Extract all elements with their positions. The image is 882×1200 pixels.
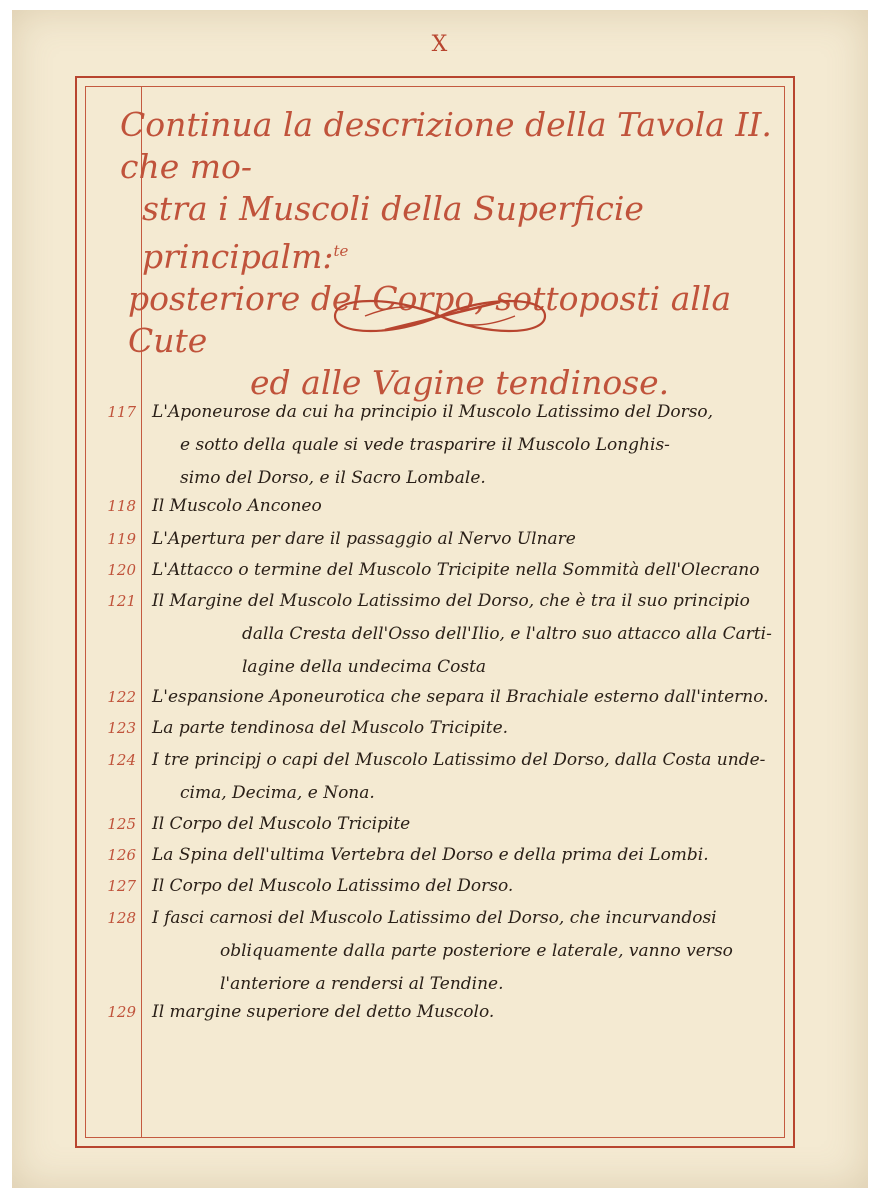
entry-text	[152, 996, 792, 1029]
entry-text	[152, 902, 792, 1001]
entry-line: obliquamente dalla parte posteriore e laterale, vanno verso	[220, 941, 733, 961]
entry-line: Il Margine del Muscolo Latissimo del Dorso, che è tra il suo principio	[152, 591, 750, 611]
entry-line: La parte tendinosa del Muscolo Tricipite.	[152, 718, 509, 738]
entry-line: I tre principj o capi del Muscolo Latissimo del Dorso, dalla Costa unde-	[152, 750, 766, 770]
entry-number: 123	[107, 719, 136, 737]
title-line-2-text: stra i Muscoli della Superficie principalm:	[142, 189, 644, 276]
entry-text	[152, 523, 792, 556]
calligraphic-flourish-icon	[325, 290, 555, 342]
entry-line: lagine della undecima Costa	[242, 657, 487, 677]
entry-line: dalla Cresta dell'Osso dell'Ilio, e l'altro suo attacco alla Carti-	[242, 624, 772, 644]
page-title	[120, 104, 790, 404]
entry-line: e sotto della quale si vede trasparire il Muscolo Longhis-	[180, 435, 670, 455]
title-line-3: posteriore del Corpo, sottoposti alla Cute	[128, 279, 732, 360]
entry-line: L'espansione Aponeurotica che separa il Brachiale esterno dall'interno.	[152, 687, 769, 707]
entry-number: 129	[107, 1003, 136, 1021]
entry-text	[152, 490, 792, 523]
entry-line: L'Attacco o termine del Muscolo Tricipite nella Sommità dell'Olecrano	[152, 560, 760, 580]
entry-number: 122	[107, 688, 136, 706]
entry-number: 127	[107, 877, 136, 895]
entry-number: 125	[107, 815, 136, 833]
entry-line: simo del Dorso, e il Sacro Lombale.	[180, 468, 486, 488]
entry-text	[152, 808, 792, 841]
entry-text	[152, 396, 792, 495]
entry-number: 121	[107, 592, 136, 610]
entry-line: Il Muscolo Anconeo	[152, 496, 322, 516]
entry-text	[152, 681, 792, 714]
title-line-2	[120, 188, 790, 278]
entry-line: I fasci carnosi del Muscolo Latissimo del Dorso, che incurvandosi	[152, 908, 717, 928]
entry-line: cima, Decima, e Nona.	[180, 783, 375, 803]
entry-number: 118	[107, 497, 136, 515]
entry-line: L'Apertura per dare il passaggio al Nervo Ulnare	[152, 529, 576, 549]
entry-line: l'anteriore a rendersi al Tendine.	[220, 974, 504, 994]
entry-number: 126	[107, 846, 136, 864]
title-line-4: ed alle Vagine tendinose.	[250, 363, 670, 402]
entry-text	[152, 744, 792, 810]
entry-number: 117	[107, 403, 136, 421]
entry-number: 124	[107, 751, 136, 769]
entry-number: 128	[107, 909, 136, 927]
entry-number: 120	[107, 561, 136, 579]
entry-line: Il Corpo del Muscolo Tricipite	[152, 814, 411, 834]
entry-line: L'Aponeurose da cui ha principio il Muscolo Latissimo del Dorso,	[152, 402, 714, 422]
entry-text	[152, 870, 792, 903]
entry-text	[152, 712, 792, 745]
entry-line: Il margine superiore del detto Muscolo.	[152, 1002, 495, 1022]
entry-text	[152, 585, 792, 684]
page-number: X	[431, 32, 449, 57]
entry-number: 119	[107, 530, 136, 548]
entry-text	[152, 554, 792, 587]
entry-line: Il Corpo del Muscolo Latissimo del Dorso.	[152, 876, 514, 896]
entry-text	[152, 839, 792, 872]
entry-line: La Spina dell'ultima Vertebra del Dorso e della prima dei Lombi.	[152, 845, 709, 865]
title-line-1: Continua la descrizione della Tavola II. che mo-	[120, 105, 772, 186]
title-superscript: te	[333, 242, 349, 260]
